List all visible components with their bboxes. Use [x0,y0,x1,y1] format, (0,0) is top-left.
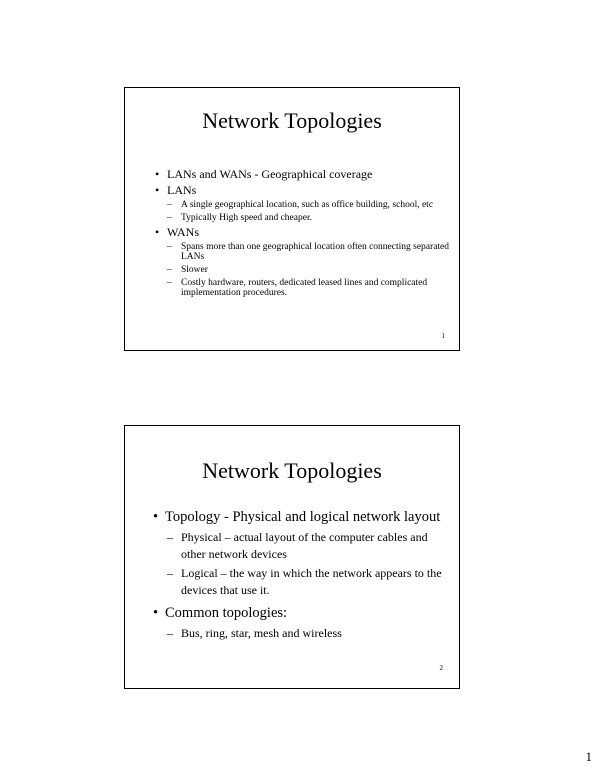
sub-bullet-item [153,529,451,563]
sub-bullet-item [155,265,451,275]
sub-bullet-item [153,625,451,642]
bullet-mark: – [167,530,173,544]
bullet-text: A single geographical location, such as office building, school, etc [181,200,434,210]
bullet-mark: • [153,509,159,525]
bullet-text: WANs [167,225,199,239]
bullet-text: Costly hardware, routers, dedicated leased lines and complicated implementation procedures. [181,278,428,298]
bullet-list [155,165,451,298]
bullet-text: Physical – actual layout of the computer cables and other network devices [181,530,428,561]
slide-number: 2 [439,664,443,672]
bullet-item [153,603,451,623]
sub-bullet-item [153,565,451,599]
bullet-text: LANs and WANs - Geographical coverage [167,167,373,181]
bullet-mark: – [167,200,172,210]
bullet-item [153,507,451,527]
bullet-mark: • [155,225,160,239]
bullet-text: Bus, ring, star, mesh and wireless [181,626,342,640]
bullet-text: LANs [167,183,197,197]
slide-title: Network Topologies [202,458,382,483]
bullet-mark: • [155,167,160,181]
slide-1 [124,87,460,351]
bullet-mark: – [167,566,173,580]
bullet-text: Typically High speed and cheaper. [181,213,312,223]
bullet-mark: – [167,265,172,275]
bullet-mark: • [153,605,159,621]
bullet-text: Common topologies: [165,605,288,621]
bullet-text: Spans more than one geographical location often connecting separated LANs [181,242,450,262]
slide-2 [124,425,460,689]
sub-bullet-item [155,242,451,262]
sub-bullet-item [155,200,451,210]
sub-bullet-item [155,213,451,223]
slide-number: 1 [441,332,445,340]
bullet-item [155,225,451,239]
page-number: 1 [585,749,592,764]
bullet-text: Logical – the way in which the network appears to the devices that use it. [181,566,442,597]
bullet-mark: – [167,213,172,223]
bullet-text: Slower [181,265,208,275]
bullet-mark: – [167,278,172,288]
bullet-item [155,183,451,197]
slide-title: Network Topologies [202,108,382,133]
bullet-text: Topology - Physical and logical network layout [165,509,441,525]
bullet-item [155,167,451,181]
bullet-list [153,503,451,642]
bullet-mark: – [167,626,173,640]
bullet-mark: – [167,242,172,252]
sub-bullet-item [155,278,451,298]
bullet-mark: • [155,183,160,197]
